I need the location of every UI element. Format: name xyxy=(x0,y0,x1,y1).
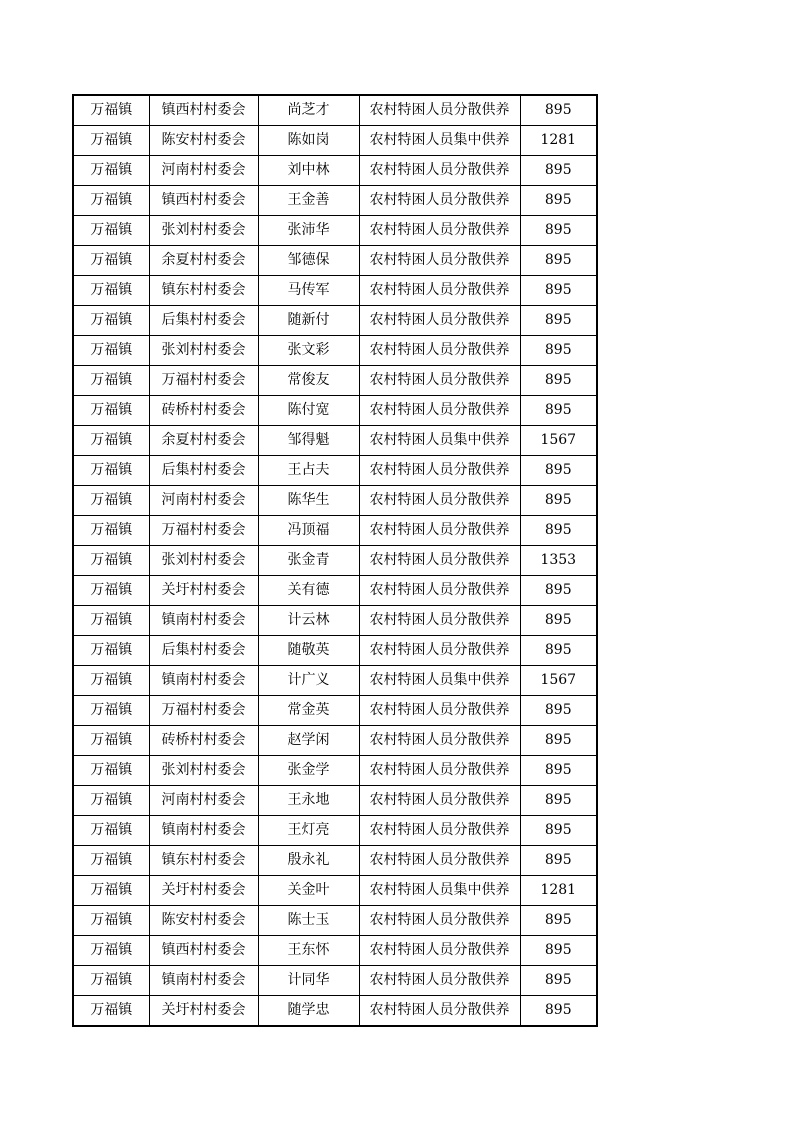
town-cell: 万福镇 xyxy=(73,486,149,516)
support-type-cell: 农村特困人员分散供养 xyxy=(359,906,520,936)
village-committee-cell: 后集村村委会 xyxy=(149,306,258,336)
person-name-cell: 王永地 xyxy=(258,786,359,816)
village-committee-cell: 镇东村村委会 xyxy=(149,846,258,876)
support-type-cell: 农村特困人员分散供养 xyxy=(359,486,520,516)
village-committee-cell: 张刘村村委会 xyxy=(149,216,258,246)
person-name-cell: 邹德保 xyxy=(258,246,359,276)
support-type-cell: 农村特困人员集中供养 xyxy=(359,876,520,906)
amount-cell: 895 xyxy=(520,756,597,786)
table-row xyxy=(73,186,597,216)
amount-cell: 895 xyxy=(520,786,597,816)
town-cell: 万福镇 xyxy=(73,606,149,636)
town-cell: 万福镇 xyxy=(73,756,149,786)
village-committee-cell: 关圩村村委会 xyxy=(149,996,258,1027)
town-cell: 万福镇 xyxy=(73,546,149,576)
support-type-cell: 农村特困人员分散供养 xyxy=(359,306,520,336)
amount-cell: 1281 xyxy=(520,876,597,906)
town-cell: 万福镇 xyxy=(73,396,149,426)
table-row xyxy=(73,516,597,546)
support-type-cell: 农村特困人员分散供养 xyxy=(359,396,520,426)
support-type-cell: 农村特困人员分散供养 xyxy=(359,216,520,246)
person-name-cell: 关金叶 xyxy=(258,876,359,906)
town-cell: 万福镇 xyxy=(73,156,149,186)
town-cell: 万福镇 xyxy=(73,876,149,906)
amount-cell: 895 xyxy=(520,516,597,546)
support-type-cell: 农村特困人员分散供养 xyxy=(359,576,520,606)
table-row xyxy=(73,216,597,246)
amount-cell: 895 xyxy=(520,906,597,936)
table-body xyxy=(73,95,597,1026)
amount-cell: 895 xyxy=(520,606,597,636)
table-row xyxy=(73,786,597,816)
table-row xyxy=(73,456,597,486)
amount-cell: 1567 xyxy=(520,426,597,456)
table-row xyxy=(73,666,597,696)
village-committee-cell: 余夏村村委会 xyxy=(149,246,258,276)
support-type-cell: 农村特困人员分散供养 xyxy=(359,95,520,126)
town-cell: 万福镇 xyxy=(73,246,149,276)
table-row xyxy=(73,95,597,126)
table-row xyxy=(73,636,597,666)
amount-cell: 895 xyxy=(520,846,597,876)
town-cell: 万福镇 xyxy=(73,576,149,606)
village-committee-cell: 砖桥村村委会 xyxy=(149,726,258,756)
village-committee-cell: 陈安村村委会 xyxy=(149,126,258,156)
town-cell: 万福镇 xyxy=(73,786,149,816)
village-committee-cell: 镇南村村委会 xyxy=(149,816,258,846)
amount-cell: 895 xyxy=(520,396,597,426)
person-name-cell: 邹得魁 xyxy=(258,426,359,456)
village-committee-cell: 镇西村村委会 xyxy=(149,95,258,126)
village-committee-cell: 余夏村村委会 xyxy=(149,426,258,456)
table-row xyxy=(73,876,597,906)
table-row xyxy=(73,246,597,276)
support-type-cell: 农村特困人员集中供养 xyxy=(359,126,520,156)
person-name-cell: 马传军 xyxy=(258,276,359,306)
village-committee-cell: 镇南村村委会 xyxy=(149,966,258,996)
support-type-cell: 农村特困人员集中供养 xyxy=(359,666,520,696)
amount-cell: 895 xyxy=(520,816,597,846)
town-cell: 万福镇 xyxy=(73,95,149,126)
amount-cell: 895 xyxy=(520,306,597,336)
support-type-cell: 农村特困人员分散供养 xyxy=(359,456,520,486)
support-type-cell: 农村特困人员分散供养 xyxy=(359,846,520,876)
village-committee-cell: 镇西村村委会 xyxy=(149,936,258,966)
table-row xyxy=(73,306,597,336)
person-name-cell: 刘中林 xyxy=(258,156,359,186)
town-cell: 万福镇 xyxy=(73,426,149,456)
amount-cell: 895 xyxy=(520,996,597,1027)
table-row xyxy=(73,606,597,636)
table-row xyxy=(73,366,597,396)
table-row xyxy=(73,726,597,756)
person-name-cell: 关有德 xyxy=(258,576,359,606)
town-cell: 万福镇 xyxy=(73,276,149,306)
town-cell: 万福镇 xyxy=(73,456,149,486)
town-cell: 万福镇 xyxy=(73,216,149,246)
table-row xyxy=(73,276,597,306)
support-type-cell: 农村特困人员分散供养 xyxy=(359,936,520,966)
person-name-cell: 王灯亮 xyxy=(258,816,359,846)
amount-cell: 895 xyxy=(520,276,597,306)
support-type-cell: 农村特困人员分散供养 xyxy=(359,786,520,816)
village-committee-cell: 河南村村委会 xyxy=(149,486,258,516)
support-type-cell: 农村特困人员分散供养 xyxy=(359,606,520,636)
village-committee-cell: 张刘村村委会 xyxy=(149,756,258,786)
person-name-cell: 陈如岗 xyxy=(258,126,359,156)
town-cell: 万福镇 xyxy=(73,636,149,666)
village-committee-cell: 镇东村村委会 xyxy=(149,276,258,306)
village-committee-cell: 砖桥村村委会 xyxy=(149,396,258,426)
support-type-cell: 农村特困人员分散供养 xyxy=(359,816,520,846)
table-row xyxy=(73,696,597,726)
town-cell: 万福镇 xyxy=(73,726,149,756)
town-cell: 万福镇 xyxy=(73,516,149,546)
town-cell: 万福镇 xyxy=(73,306,149,336)
support-type-cell: 农村特困人员分散供养 xyxy=(359,336,520,366)
person-name-cell: 赵学闲 xyxy=(258,726,359,756)
person-name-cell: 张沛华 xyxy=(258,216,359,246)
table-row xyxy=(73,906,597,936)
person-name-cell: 王占夫 xyxy=(258,456,359,486)
support-type-cell: 农村特困人员分散供养 xyxy=(359,156,520,186)
person-name-cell: 尚芝才 xyxy=(258,95,359,126)
person-name-cell: 张文彩 xyxy=(258,336,359,366)
village-committee-cell: 万福村村委会 xyxy=(149,696,258,726)
amount-cell: 895 xyxy=(520,966,597,996)
person-name-cell: 陈华生 xyxy=(258,486,359,516)
table-row xyxy=(73,546,597,576)
table-row xyxy=(73,966,597,996)
support-type-cell: 农村特困人员分散供养 xyxy=(359,756,520,786)
town-cell: 万福镇 xyxy=(73,186,149,216)
town-cell: 万福镇 xyxy=(73,936,149,966)
amount-cell: 895 xyxy=(520,636,597,666)
village-committee-cell: 关圩村村委会 xyxy=(149,876,258,906)
person-name-cell: 计广义 xyxy=(258,666,359,696)
village-committee-cell: 镇南村村委会 xyxy=(149,666,258,696)
person-name-cell: 张金学 xyxy=(258,756,359,786)
relief-roster-table xyxy=(72,94,598,1027)
person-name-cell: 王东怀 xyxy=(258,936,359,966)
town-cell: 万福镇 xyxy=(73,906,149,936)
town-cell: 万福镇 xyxy=(73,126,149,156)
support-type-cell: 农村特困人员分散供养 xyxy=(359,726,520,756)
amount-cell: 895 xyxy=(520,696,597,726)
support-type-cell: 农村特困人员分散供养 xyxy=(359,186,520,216)
support-type-cell: 农村特困人员集中供养 xyxy=(359,426,520,456)
amount-cell: 895 xyxy=(520,456,597,486)
amount-cell: 1353 xyxy=(520,546,597,576)
amount-cell: 895 xyxy=(520,486,597,516)
table-row xyxy=(73,816,597,846)
person-name-cell: 随新付 xyxy=(258,306,359,336)
amount-cell: 1567 xyxy=(520,666,597,696)
person-name-cell: 冯顶福 xyxy=(258,516,359,546)
table-row xyxy=(73,756,597,786)
person-name-cell: 殷永礼 xyxy=(258,846,359,876)
amount-cell: 1281 xyxy=(520,126,597,156)
village-committee-cell: 关圩村村委会 xyxy=(149,576,258,606)
town-cell: 万福镇 xyxy=(73,696,149,726)
amount-cell: 895 xyxy=(520,726,597,756)
support-type-cell: 农村特困人员分散供养 xyxy=(359,996,520,1027)
town-cell: 万福镇 xyxy=(73,666,149,696)
village-committee-cell: 后集村村委会 xyxy=(149,636,258,666)
town-cell: 万福镇 xyxy=(73,336,149,366)
amount-cell: 895 xyxy=(520,936,597,966)
town-cell: 万福镇 xyxy=(73,816,149,846)
village-committee-cell: 万福村村委会 xyxy=(149,366,258,396)
town-cell: 万福镇 xyxy=(73,366,149,396)
support-type-cell: 农村特困人员分散供养 xyxy=(359,966,520,996)
village-committee-cell: 镇西村村委会 xyxy=(149,186,258,216)
person-name-cell: 陈付宽 xyxy=(258,396,359,426)
person-name-cell: 陈士玉 xyxy=(258,906,359,936)
village-committee-cell: 镇南村村委会 xyxy=(149,606,258,636)
support-type-cell: 农村特困人员分散供养 xyxy=(359,546,520,576)
town-cell: 万福镇 xyxy=(73,966,149,996)
person-name-cell: 张金青 xyxy=(258,546,359,576)
support-type-cell: 农村特困人员分散供养 xyxy=(359,276,520,306)
amount-cell: 895 xyxy=(520,576,597,606)
support-type-cell: 农村特困人员分散供养 xyxy=(359,366,520,396)
person-name-cell: 计同华 xyxy=(258,966,359,996)
support-type-cell: 农村特困人员分散供养 xyxy=(359,696,520,726)
table-row xyxy=(73,486,597,516)
amount-cell: 895 xyxy=(520,336,597,366)
support-type-cell: 农村特困人员分散供养 xyxy=(359,246,520,276)
village-committee-cell: 陈安村村委会 xyxy=(149,906,258,936)
town-cell: 万福镇 xyxy=(73,846,149,876)
person-name-cell: 计云林 xyxy=(258,606,359,636)
amount-cell: 895 xyxy=(520,95,597,126)
table-row xyxy=(73,126,597,156)
amount-cell: 895 xyxy=(520,156,597,186)
village-committee-cell: 河南村村委会 xyxy=(149,786,258,816)
village-committee-cell: 后集村村委会 xyxy=(149,456,258,486)
amount-cell: 895 xyxy=(520,246,597,276)
table-row xyxy=(73,156,597,186)
support-type-cell: 农村特困人员分散供养 xyxy=(359,516,520,546)
person-name-cell: 随学忠 xyxy=(258,996,359,1027)
table-row xyxy=(73,396,597,426)
village-committee-cell: 张刘村村委会 xyxy=(149,336,258,366)
table-row xyxy=(73,936,597,966)
person-name-cell: 王金善 xyxy=(258,186,359,216)
support-type-cell: 农村特困人员分散供养 xyxy=(359,636,520,666)
person-name-cell: 随敬英 xyxy=(258,636,359,666)
table-row xyxy=(73,846,597,876)
table-row xyxy=(73,336,597,366)
person-name-cell: 常金英 xyxy=(258,696,359,726)
amount-cell: 895 xyxy=(520,186,597,216)
town-cell: 万福镇 xyxy=(73,996,149,1027)
table-row xyxy=(73,576,597,606)
amount-cell: 895 xyxy=(520,366,597,396)
table-row xyxy=(73,426,597,456)
village-committee-cell: 河南村村委会 xyxy=(149,156,258,186)
table-row xyxy=(73,996,597,1027)
village-committee-cell: 万福村村委会 xyxy=(149,516,258,546)
amount-cell: 895 xyxy=(520,216,597,246)
person-name-cell: 常俊友 xyxy=(258,366,359,396)
village-committee-cell: 张刘村村委会 xyxy=(149,546,258,576)
